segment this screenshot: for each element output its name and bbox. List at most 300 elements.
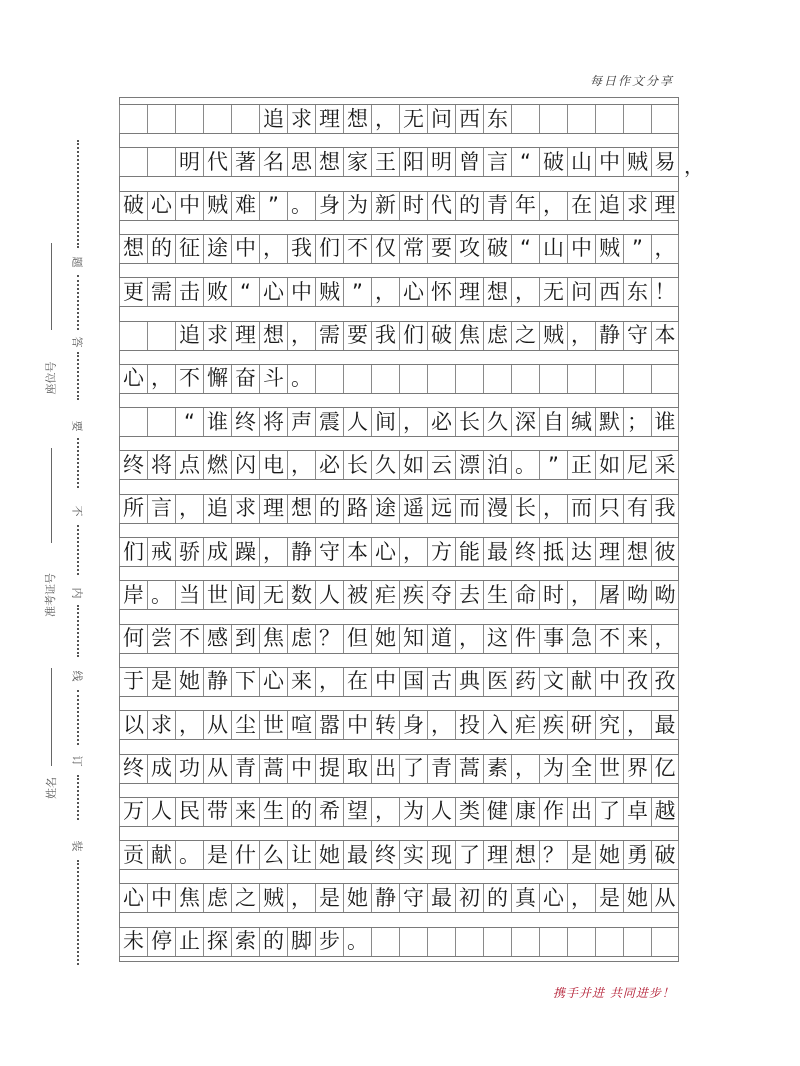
grid-cell: ， — [539, 192, 567, 220]
grid-cell: 终 — [119, 755, 147, 783]
grid-cell: 。 — [287, 365, 315, 393]
grid-cell: 虑 — [483, 322, 511, 350]
grid-cell: 青 — [231, 755, 259, 783]
grid-cell: 破 — [539, 148, 567, 176]
grid-cell: 这 — [483, 625, 511, 653]
grid-cell: 言 — [147, 495, 175, 523]
grid-cell: 阳 — [399, 148, 427, 176]
grid-cell: 方 — [427, 538, 455, 566]
seal-char: 内 — [70, 587, 84, 599]
grid-cell: 世 — [203, 581, 231, 609]
binding-margin — [0, 0, 118, 1066]
grid-cell: 不 — [175, 625, 203, 653]
grid-cell: 静 — [371, 884, 399, 912]
grid-cell: 理 — [455, 278, 483, 306]
grid-cell: 为 — [539, 755, 567, 783]
grid-cell: 震 — [315, 408, 343, 436]
grid-row — [119, 450, 679, 480]
grid-cell: 无 — [259, 581, 287, 609]
grid-cell: 躁 — [231, 538, 259, 566]
grid-cell: 蒿 — [259, 755, 287, 783]
grid-cell: ， — [287, 322, 315, 350]
grid-cell: 而 — [455, 495, 483, 523]
grid-cell: 有 — [623, 495, 651, 523]
grid-cell: ， — [259, 538, 287, 566]
grid-cell: 生 — [483, 581, 511, 609]
grid-cell: 她 — [315, 841, 343, 869]
grid-cell: 典 — [455, 668, 483, 696]
grid-cell: 身 — [315, 192, 343, 220]
grid-cell: ， — [175, 495, 203, 523]
grid-cell: “ — [511, 148, 539, 176]
grid-cell: 让 — [287, 841, 315, 869]
grid-cell: 她 — [343, 884, 371, 912]
grid-cell: 呦 — [623, 581, 651, 609]
grid-cell: 戒 — [147, 538, 175, 566]
grid-cell: 提 — [315, 755, 343, 783]
grid-cell: 最 — [483, 538, 511, 566]
seal-line — [77, 438, 79, 488]
grid-cell: ， — [427, 711, 455, 739]
grid-cell — [651, 365, 679, 393]
grid-cell: 心 — [147, 192, 175, 220]
grid-cell: 终 — [119, 451, 147, 479]
grid-cell: 喧 — [287, 711, 315, 739]
grid-cell — [175, 105, 203, 133]
grid-cell: 终 — [511, 538, 539, 566]
grid-cell: 想 — [315, 148, 343, 176]
grid-cell: 焦 — [455, 322, 483, 350]
grid-cell: 年 — [511, 192, 539, 220]
grid-cell: 要 — [427, 235, 455, 263]
grid-cell: ？ — [315, 625, 343, 653]
grid-cell: 追 — [175, 322, 203, 350]
grid-cell: 追 — [595, 192, 623, 220]
grid-cell: 现 — [427, 841, 455, 869]
grid-cell — [623, 365, 651, 393]
grid-cell: 们 — [399, 322, 427, 350]
grid-cell: 贼 — [539, 322, 567, 350]
grid-row — [119, 667, 679, 697]
grid-cell: 征 — [175, 235, 203, 263]
grid-cell: 破 — [651, 841, 679, 869]
seal-line — [77, 690, 79, 745]
grid-cell: 夺 — [427, 581, 455, 609]
grid-cell: 将 — [259, 408, 287, 436]
grid-cell: 世 — [595, 755, 623, 783]
grid-cell: 越 — [651, 798, 679, 826]
grid-cell: 最 — [343, 841, 371, 869]
grid-cell: 缄 — [567, 408, 595, 436]
seal-char: 要 — [70, 420, 84, 432]
grid-cell: 必 — [315, 451, 343, 479]
grid-cell: 被 — [343, 581, 371, 609]
grid-cell: 需 — [147, 278, 175, 306]
grid-cell: 是 — [567, 841, 595, 869]
grid-cell: ， — [511, 755, 539, 783]
grid-cell: 孜 — [651, 668, 679, 696]
grid-cell: 从 — [203, 711, 231, 739]
grid-cell — [455, 365, 483, 393]
seat-number-label: 座位号 — [44, 361, 58, 395]
grid-cell: 不 — [175, 365, 203, 393]
grid-cell: 岸 — [119, 581, 147, 609]
grid-cell: 斗 — [259, 365, 287, 393]
grid-cell — [399, 928, 427, 956]
grid-cell: 国 — [399, 668, 427, 696]
grid-cell — [651, 928, 679, 956]
grid-cell: 理 — [483, 841, 511, 869]
grid-cell: 究 — [595, 711, 623, 739]
grid-cell: 中 — [343, 711, 371, 739]
grid-cell: 民 — [175, 798, 203, 826]
grid-cell: 默 — [595, 408, 623, 436]
grid-cell: 了 — [455, 841, 483, 869]
grid-cell: 长 — [455, 408, 483, 436]
seal-char: 题 — [70, 256, 84, 268]
grid-cell: 泊 — [483, 451, 511, 479]
grid-cell: 终 — [231, 408, 259, 436]
grid-cell: ， — [651, 235, 679, 263]
grid-cell: 呦 — [651, 581, 679, 609]
grid-cell: 我 — [287, 235, 315, 263]
grid-cell: 燃 — [203, 451, 231, 479]
grid-cell: 命 — [511, 581, 539, 609]
grid-row — [119, 321, 679, 351]
header-title: 每日作文分享 — [590, 74, 675, 88]
grid-cell: 骄 — [175, 538, 203, 566]
grid-cell: 急 — [567, 625, 595, 653]
grid-cell: 思 — [287, 148, 315, 176]
grid-cell: 的 — [147, 235, 175, 263]
grid-cell: 明 — [427, 148, 455, 176]
grid-cell: 击 — [175, 278, 203, 306]
grid-cell: 真 — [511, 884, 539, 912]
grid-cell: 医 — [483, 668, 511, 696]
grid-cell: 破 — [483, 235, 511, 263]
grid-cell: ， — [511, 278, 539, 306]
grid-cell: 们 — [119, 538, 147, 566]
grid-cell — [231, 105, 259, 133]
grid-cell: 达 — [567, 538, 595, 566]
grid-cell: 人 — [343, 408, 371, 436]
grid-row — [119, 537, 679, 567]
grid-cell: 如 — [595, 451, 623, 479]
grid-cell: 著 — [231, 148, 259, 176]
grid-cell: 带 — [203, 798, 231, 826]
grid-cell: 的 — [315, 495, 343, 523]
grid-cell: 的 — [483, 884, 511, 912]
grid-cell: 点 — [175, 451, 203, 479]
grid-cell: 是 — [595, 884, 623, 912]
grid-cell: 蒿 — [455, 755, 483, 783]
name-line[interactable] — [51, 668, 52, 766]
grid-cell: 人 — [427, 798, 455, 826]
grid-cell — [147, 322, 175, 350]
grid-cell: ， — [651, 625, 679, 653]
grid-cell: 初 — [455, 884, 483, 912]
grid-cell: 西 — [455, 105, 483, 133]
grid-cell — [147, 105, 175, 133]
grid-cell — [483, 365, 511, 393]
grid-cell: ， — [287, 884, 315, 912]
grid-cell: 素 — [483, 755, 511, 783]
grid-cell — [455, 928, 483, 956]
grid-cell: 希 — [315, 798, 343, 826]
grid-cell: 不 — [343, 235, 371, 263]
grid-cell: 探 — [203, 928, 231, 956]
grid-row — [119, 797, 679, 827]
seal-char: 订 — [70, 755, 84, 767]
grid-cell: 必 — [427, 408, 455, 436]
grid-cell: 败 — [203, 278, 231, 306]
grid-cell: 本 — [343, 538, 371, 566]
grid-cell: 问 — [567, 278, 595, 306]
grid-cell: 贡 — [119, 841, 147, 869]
grid-cell: 于 — [119, 668, 147, 696]
grid-cell — [511, 105, 539, 133]
grid-cell: 全 — [567, 755, 595, 783]
grid-cell: 问 — [427, 105, 455, 133]
grid-cell: 事 — [539, 625, 567, 653]
grid-cell: 追 — [203, 495, 231, 523]
grid-cell: 在 — [567, 192, 595, 220]
grid-cell: 中 — [287, 755, 315, 783]
grid-cell: 健 — [483, 798, 511, 826]
grid-cell — [595, 105, 623, 133]
grid-cell: 长 — [511, 495, 539, 523]
grid-cell — [343, 365, 371, 393]
grid-cell: 彼 — [651, 538, 679, 566]
grid-cell: ， — [399, 538, 427, 566]
grid-cell: 理 — [315, 105, 343, 133]
grid-cell — [147, 148, 175, 176]
grid-cell: 文 — [539, 668, 567, 696]
grid-cell: 是 — [203, 841, 231, 869]
seal-char: 装 — [70, 840, 84, 852]
grid-cell: 无 — [539, 278, 567, 306]
grid-cell: 贼 — [259, 884, 287, 912]
grid-cell: 疟 — [511, 711, 539, 739]
grid-cell: 献 — [567, 668, 595, 696]
grid-cell: 焦 — [175, 884, 203, 912]
grid-cell: 易 — [651, 148, 679, 176]
grid-cell: 贼 — [623, 148, 651, 176]
grid-row — [119, 234, 679, 264]
grid-cell: 中 — [567, 235, 595, 263]
exam-id-label: 准考证号 — [44, 573, 57, 617]
grid-cell: 最 — [651, 711, 679, 739]
grid-cell: 曾 — [455, 148, 483, 176]
grid-cell: 闪 — [231, 451, 259, 479]
grid-cell — [119, 322, 147, 350]
grid-cell — [539, 928, 567, 956]
grid-cell: ” — [623, 235, 651, 263]
grid-cell: 以 — [119, 711, 147, 739]
grid-cell — [511, 365, 539, 393]
grid-cell — [623, 928, 651, 956]
grid-row — [119, 624, 679, 654]
grid-row — [119, 883, 679, 913]
grid-cell: 来 — [623, 625, 651, 653]
seal-char: 答 — [70, 336, 84, 348]
grid-cell: 青 — [483, 192, 511, 220]
grid-cell: 我 — [371, 322, 399, 350]
grid-cell: “ — [175, 408, 203, 436]
grid-row — [119, 147, 679, 177]
grid-cell: 献 — [147, 841, 175, 869]
grid-cell — [203, 105, 231, 133]
grid-cell: 类 — [455, 798, 483, 826]
grid-cell: 最 — [427, 884, 455, 912]
grid-cell: 当 — [175, 581, 203, 609]
grid-cell: 步 — [315, 928, 343, 956]
grid-cell: 卓 — [623, 798, 651, 826]
grid-cell: 怀 — [427, 278, 455, 306]
seal-line — [77, 605, 79, 657]
grid-cell: 中 — [231, 235, 259, 263]
grid-cell: 破 — [119, 192, 147, 220]
grid-cell: 难 — [231, 192, 259, 220]
grid-cell: 界 — [623, 755, 651, 783]
grid-cell — [595, 365, 623, 393]
grid-cell: 到 — [231, 625, 259, 653]
grid-cell: 守 — [315, 538, 343, 566]
grid-cell: 嚣 — [315, 711, 343, 739]
grid-cell: 中 — [287, 278, 315, 306]
grid-cell: 深 — [511, 408, 539, 436]
grid-cell: 想 — [343, 105, 371, 133]
grid-cell — [427, 928, 455, 956]
grid-cell: 虑 — [287, 625, 315, 653]
grid-cell: ” — [259, 192, 287, 220]
grid-cell: 她 — [595, 841, 623, 869]
exam-id-line[interactable] — [51, 448, 52, 543]
grid-cell: 中 — [175, 192, 203, 220]
grid-cell: 途 — [203, 235, 231, 263]
grid-cell: 药 — [511, 668, 539, 696]
grid-cell: ， — [147, 365, 175, 393]
composition-grid — [119, 97, 679, 962]
grid-row — [119, 710, 679, 740]
grid-cell: 心 — [399, 278, 427, 306]
grid-cell: ， — [623, 711, 651, 739]
grid-cell: ” — [539, 451, 567, 479]
grid-cell: 静 — [595, 322, 623, 350]
grid-cell: 身 — [399, 711, 427, 739]
grid-cell: ； — [623, 408, 651, 436]
grid-cell: 久 — [371, 451, 399, 479]
grid-cell: 虑 — [203, 884, 231, 912]
grid-cell: 名 — [259, 148, 287, 176]
grid-cell: 中 — [147, 884, 175, 912]
grid-cell: “ — [231, 278, 259, 306]
grid-cell — [539, 365, 567, 393]
grid-cell: 为 — [343, 192, 371, 220]
grid-cell: 感 — [203, 625, 231, 653]
grid-cell: 人 — [315, 581, 343, 609]
grid-cell: 万 — [119, 798, 147, 826]
grid-row — [119, 494, 679, 524]
grid-cell: 从 — [203, 755, 231, 783]
grid-cell: 将 — [147, 451, 175, 479]
grid-cell: ， — [315, 668, 343, 696]
grid-cell: 疾 — [399, 581, 427, 609]
grid-row — [119, 407, 679, 437]
grid-cell: 去 — [455, 581, 483, 609]
grid-cell: 奋 — [231, 365, 259, 393]
grid-cell: 西 — [595, 278, 623, 306]
grid-cell: 理 — [259, 495, 287, 523]
grid-cell: 理 — [651, 192, 679, 220]
grid-cell: 亿 — [651, 755, 679, 783]
grid-cell: 生 — [259, 798, 287, 826]
grid-cell: 康 — [511, 798, 539, 826]
grid-cell: 是 — [315, 884, 343, 912]
grid-cell: 索 — [231, 928, 259, 956]
grid-cell: 求 — [623, 192, 651, 220]
grid-cell: 之 — [511, 322, 539, 350]
grid-cell: 出 — [567, 798, 595, 826]
grid-cell: 勇 — [623, 841, 651, 869]
grid-cell: 想 — [483, 278, 511, 306]
grid-cell: 想 — [259, 322, 287, 350]
grid-cell: 间 — [371, 408, 399, 436]
grid-cell: 道 — [427, 625, 455, 653]
grid-cell: 望 — [343, 798, 371, 826]
grid-cell: 心 — [371, 538, 399, 566]
grid-cell: 她 — [371, 625, 399, 653]
grid-cell: 的 — [259, 928, 287, 956]
grid-row — [119, 364, 679, 394]
grid-cell: ， — [567, 322, 595, 350]
grid-cell: 。 — [147, 581, 175, 609]
grid-cell: 声 — [287, 408, 315, 436]
grid-row — [119, 840, 679, 870]
grid-cell: 世 — [259, 711, 287, 739]
grid-row — [119, 754, 679, 784]
grid-cell: 遥 — [399, 495, 427, 523]
grid-cell — [483, 928, 511, 956]
grid-cell: 古 — [427, 668, 455, 696]
grid-row — [119, 927, 679, 957]
grid-cell — [539, 105, 567, 133]
grid-cell: ， — [371, 278, 399, 306]
grid-cell: 知 — [399, 625, 427, 653]
grid-cell: 中 — [371, 668, 399, 696]
grid-cell — [371, 928, 399, 956]
grid-cell: 为 — [399, 798, 427, 826]
grid-cell: 漂 — [455, 451, 483, 479]
grid-cell — [567, 105, 595, 133]
grid-cell — [651, 105, 679, 133]
grid-cell: 仅 — [371, 235, 399, 263]
grid-cell: 理 — [231, 322, 259, 350]
seat-number-line[interactable] — [51, 243, 52, 330]
grid-cell: 孜 — [623, 668, 651, 696]
grid-cell: 的 — [287, 798, 315, 826]
grid-cell: 屠 — [595, 581, 623, 609]
grid-row — [119, 277, 679, 307]
grid-cell: 东 — [483, 105, 511, 133]
grid-cell: 贼 — [315, 278, 343, 306]
grid-cell: 不 — [595, 625, 623, 653]
grid-cell: 想 — [119, 235, 147, 263]
grid-cell: 云 — [427, 451, 455, 479]
grid-cell: “ — [511, 235, 539, 263]
grid-cell: 想 — [511, 841, 539, 869]
grid-cell: 长 — [343, 451, 371, 479]
